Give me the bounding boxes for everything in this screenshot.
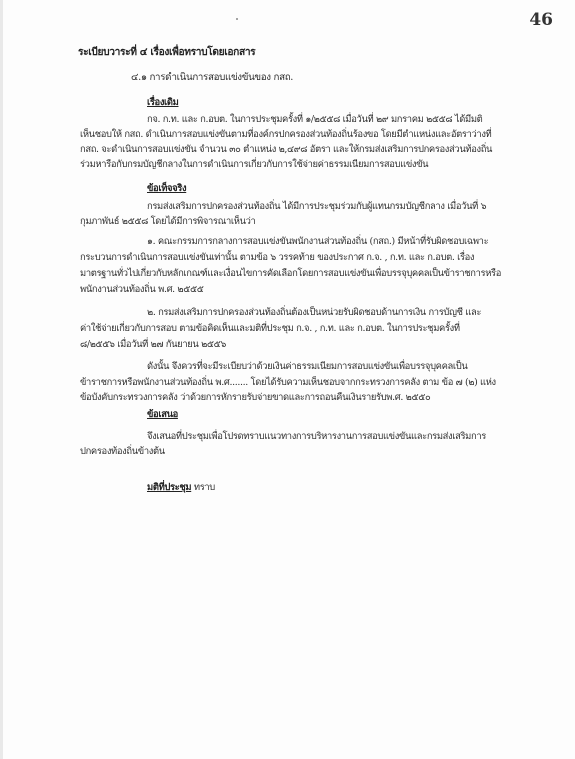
facts-intro-line: กุมภาพันธ์ ๒๕๕๘ โดยได้มีการพิจารณาเห็นว่า	[80, 216, 256, 227]
background-line: กสถ. จะดำเนินการสอบแข่งขัน จำนวน ๓๐ ตำแหน่ง ๒,๔๙๘ อัตรา และให้กรมส่งเสริมการปกครองส่วนท้องถิ่น	[80, 144, 493, 155]
agenda-title: ระเบียบวาระที่ ๔ เรื่องเพื่อทราบโดยเอกสาร	[78, 46, 256, 58]
page-number: 46	[529, 10, 553, 30]
facts-intro-line: กรมส่งเสริมการปกครองส่วนท้องถิ่น ได้มีการประชุมร่วมกับผู้แทนกรมบัญชีกลาง เมื่อวันที่ ๖	[147, 201, 487, 212]
background-heading: เรื่องเดิม	[147, 97, 179, 108]
facts-point2-line: ๒. กรมส่งเสริมการปกครองส่วนท้องถิ่นต้องเป็นหน่วยรับผิดชอบด้านการเงิน การบัญชี และ	[147, 307, 482, 318]
resolution-heading: มติที่ประชุม	[147, 482, 192, 493]
scan-speck	[236, 18, 238, 20]
facts-heading: ข้อเท็จจริง	[147, 183, 187, 194]
facts-conclusion-line: ข้าราชการหรือพนักงานส่วนท้องถิ่น พ.ศ....... โดยได้รับความเห็นชอบจากกระทรวงการคลัง ตาม ข้อ ๗ (๒) แห่ง	[80, 377, 496, 388]
background-line: กจ. ก.ท. และ ก.อบต. ในการประชุมครั้งที่ ๑/๒๕๕๘ เมื่อวันที่ ๒๙ มกราคม ๒๕๕๘ ได้มีมติ	[147, 114, 483, 125]
background-line: ร่วมหารือกับกรมบัญชีกลางในการดำเนินการเกี่ยวกับการใช้จ่ายค่าธรรมเนียมการสอบแข่งขัน	[80, 159, 429, 170]
facts-conclusion-line: ข้อบังคับกระทรวงการคลัง ว่าด้วยการหักรายรับจ่ายขาดและการถอนคืนเงินรายรับพ.ศ. ๒๕๕๐	[80, 392, 431, 403]
proposal-line: ปกครองท้องถิ่นข้างต้น	[80, 446, 165, 457]
resolution-value: ทราบ	[193, 482, 215, 493]
facts-point1-line: ๑. คณะกรรมการกลางการสอบแข่งขันพนักงานส่วนท้องถิ่น (กสถ.) มีหน้าที่รับผิดชอบเฉพาะ	[147, 236, 489, 247]
background-line: เห็นชอบให้ กสถ. ดำเนินการสอบแข่งขันตามที่องค์กรปกครองส่วนท้องถิ่นร้องขอ โดยมีตำแหน่งและอัตราว่างที่	[80, 129, 492, 140]
facts-point2-line: ๘/๒๕๕๖ เมื่อวันที่ ๒๗ กันยายน ๒๕๕๖	[80, 339, 226, 350]
resolution	[147, 482, 215, 494]
facts-point2-line: ค่าใช้จ่ายเกี่ยวกับการสอบ ตามข้อคิดเห็นและมติที่ประชุม ก.จ. , ก.ท. และ ก.อบต. ในการประชุมครั้งที่	[80, 323, 460, 334]
facts-point1-line: พนักงานส่วนท้องถิ่น พ.ศ. ๒๕๕๕	[80, 284, 204, 295]
proposal-heading: ข้อเสนอ	[147, 409, 178, 420]
agenda-subtitle: ๔.๑ การดำเนินการสอบแข่งขันของ กสถ.	[131, 72, 294, 83]
proposal-line: จึงเสนอที่ประชุมเพื่อโปรดทราบแนวทางการบริหารงานการสอบแข่งขันและกรมส่งเสริมการ	[147, 431, 486, 442]
facts-point1-line: กระบวนการดำเนินการสอบแข่งขันเท่านั้น ตามข้อ ๖ วรรคท้าย ของประกาศ ก.จ. , ก.ท. และ ก.อบต. เรื่อง	[80, 252, 475, 263]
scan-edge	[0, 0, 3, 759]
facts-conclusion-line: ดังนั้น จึงควรที่จะมีระเบียบว่าด้วยเงินค่าธรรมเนียมการสอบแข่งขันเพื่อบรรจุบุคคลเป็น	[147, 361, 468, 372]
facts-point1-line: มาตรฐานทั่วไปเกี่ยวกับหลักเกณฑ์และเงื่อนไขการคัดเลือกโดยการสอบแข่งขันเพื่อบรรจุบุคคลเป็นข้าราชการหรือ	[80, 268, 501, 279]
